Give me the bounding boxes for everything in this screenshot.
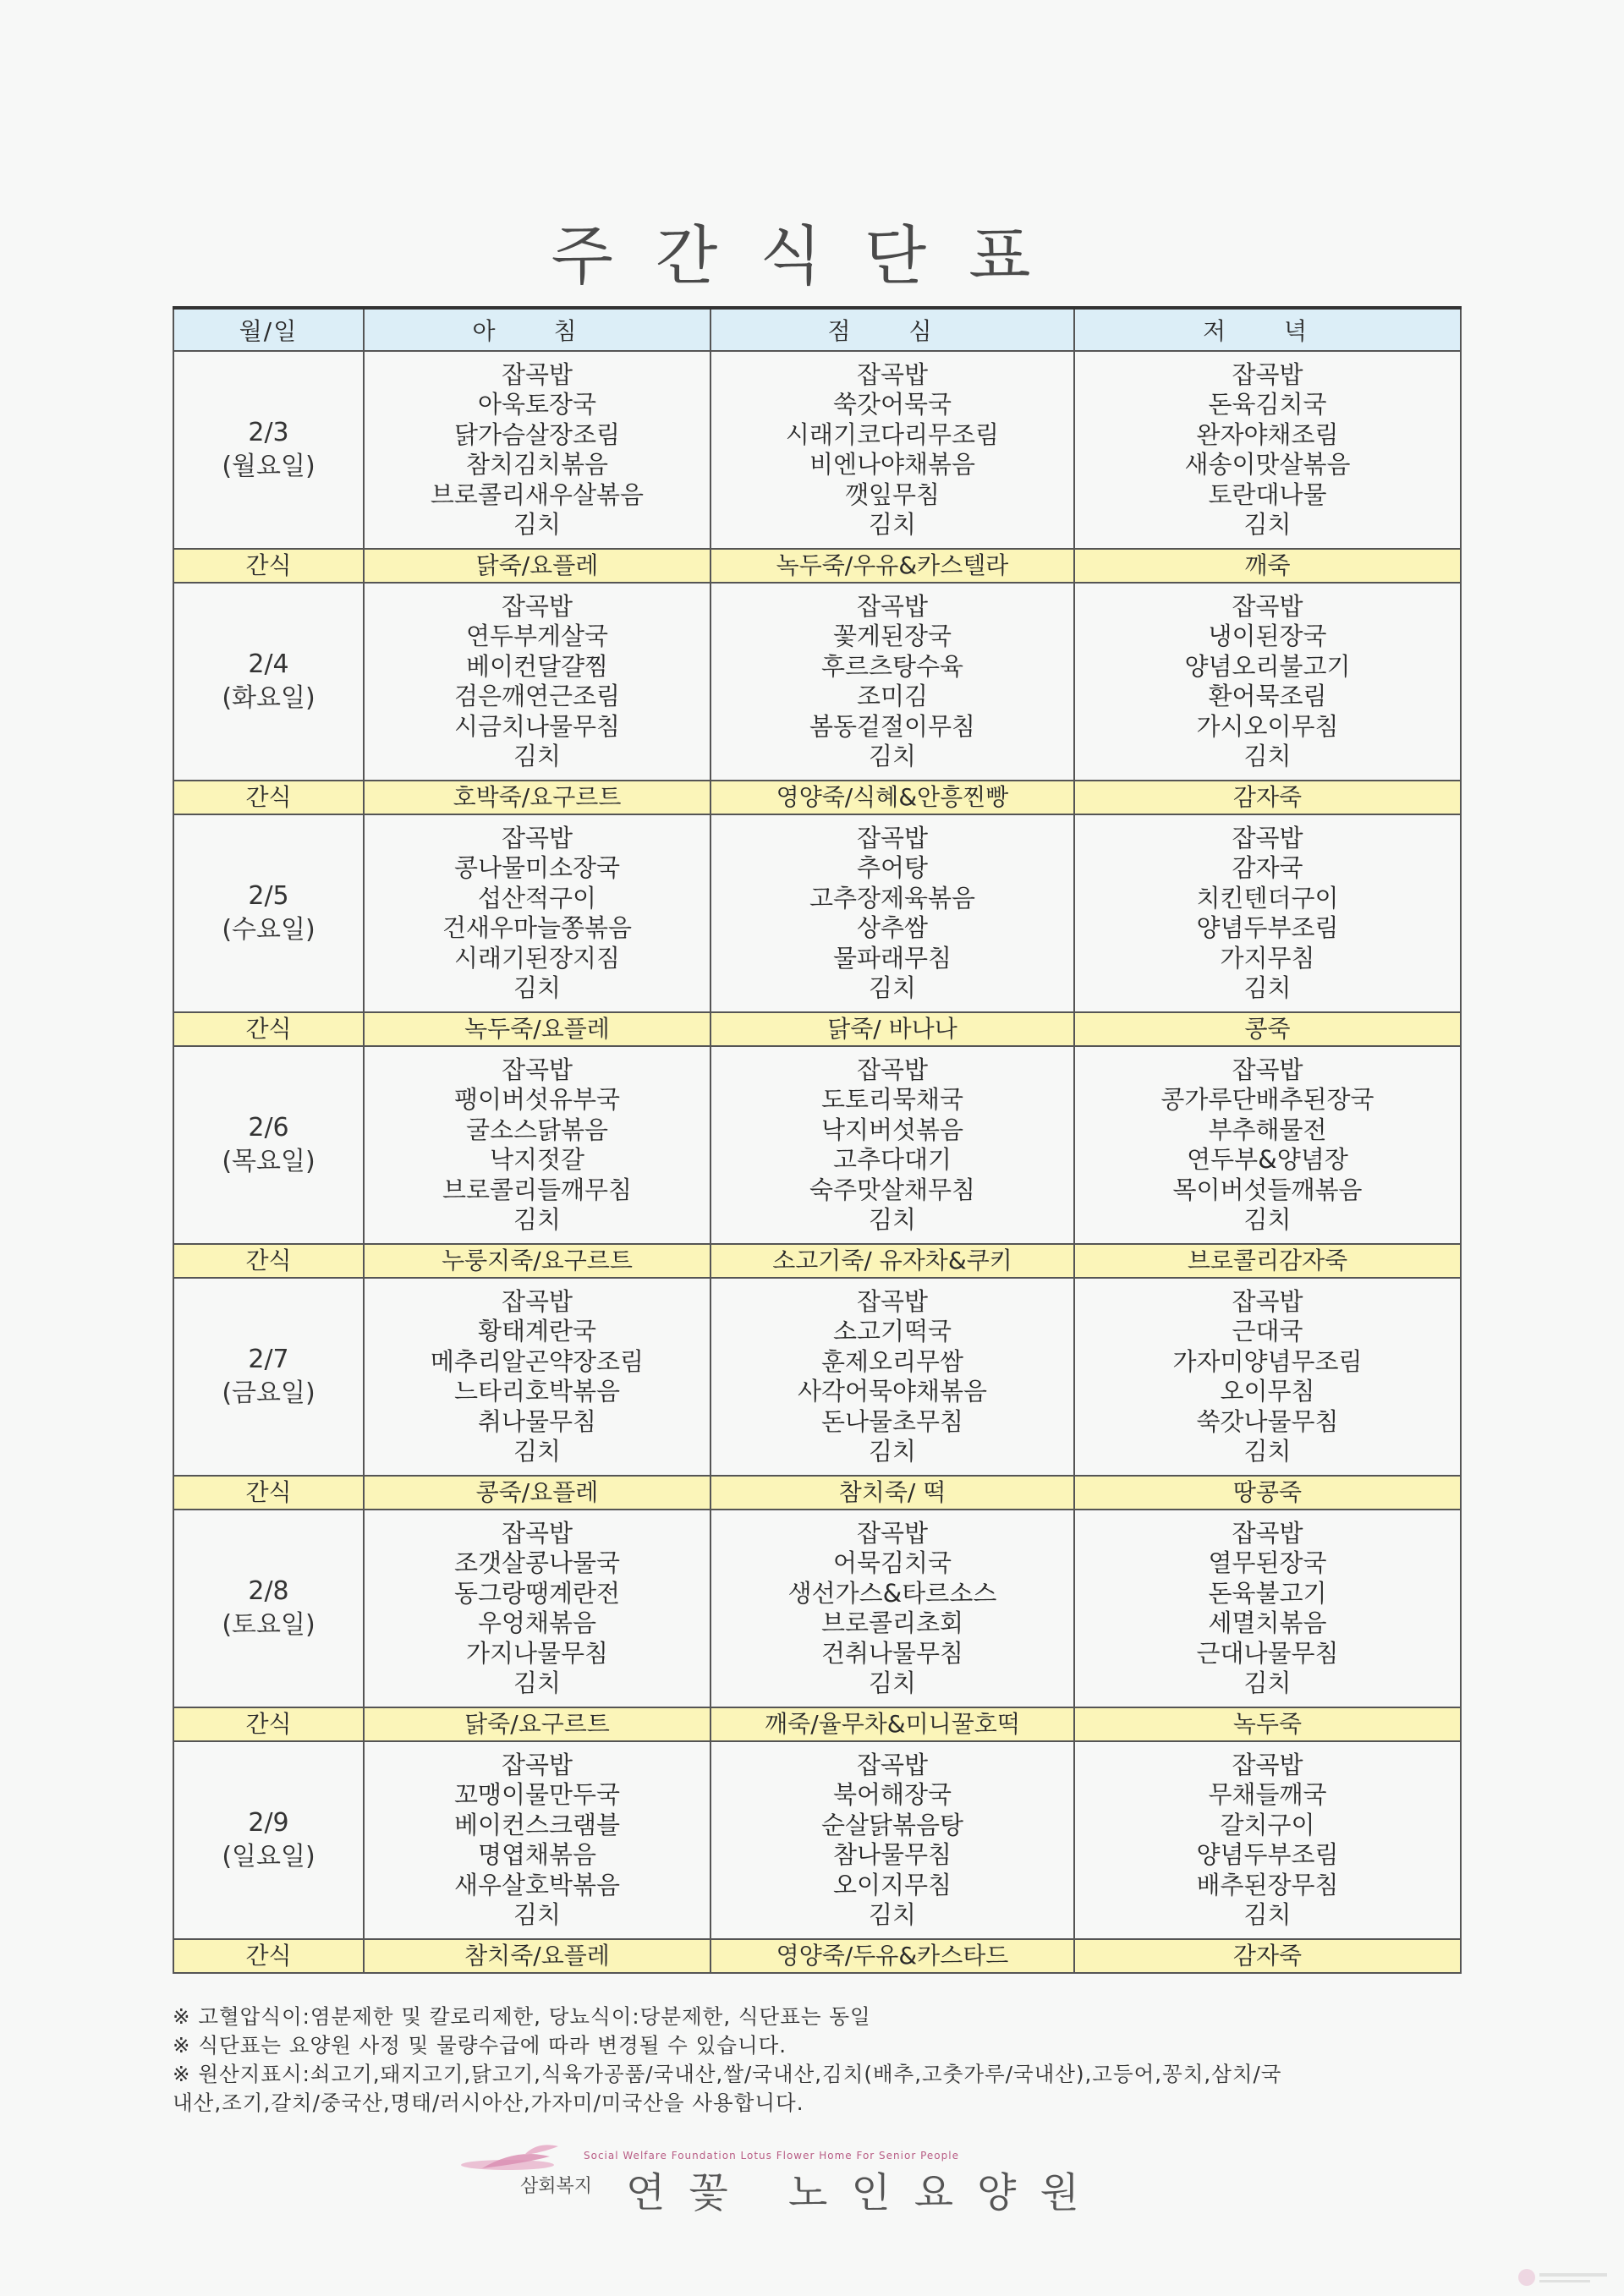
header-row bbox=[173, 308, 1461, 351]
weekday-label: (화요일) bbox=[222, 683, 315, 713]
dish-item: 치킨텐더구이 bbox=[1196, 883, 1339, 912]
dish-item: 우엉채볶음 bbox=[477, 1608, 597, 1637]
snack-item: 참치죽/요플레 bbox=[364, 1939, 710, 1973]
dish-item: 순살닭볶음탕 bbox=[820, 1810, 964, 1839]
date-label: 2/5 bbox=[248, 881, 289, 911]
dish-item: 김치 bbox=[513, 973, 562, 1002]
snack-item: 녹두죽/우유&카스텔라 bbox=[710, 549, 1074, 583]
dish-item: 양념두부조림 bbox=[1196, 913, 1339, 942]
day-row bbox=[173, 351, 1461, 549]
dinner-cell bbox=[1074, 814, 1461, 1012]
dish-item: 물파래무침 bbox=[832, 943, 952, 973]
lunch-cell bbox=[710, 1741, 1074, 1939]
dish-item: 잡곡밥 bbox=[501, 1750, 573, 1779]
dish-item: 김치 bbox=[868, 1900, 917, 1929]
dish-item: 김치 bbox=[868, 1437, 917, 1466]
dish-item: 낙지젓갈 bbox=[489, 1145, 585, 1174]
dish-item: 김치 bbox=[513, 1437, 562, 1466]
weekday-label: (목요일) bbox=[222, 1147, 315, 1176]
dish-item: 동그랑땡계란전 bbox=[453, 1578, 621, 1608]
dish-item: 돈육김치국 bbox=[1208, 390, 1327, 419]
dish-item: 가자미양념무조림 bbox=[1172, 1346, 1363, 1376]
dish-item: 시래기된장지짐 bbox=[453, 943, 621, 973]
logo-name: 연꽃 노인요양원 bbox=[626, 2169, 1103, 2217]
dish-item: 브로콜리새우살볶음 bbox=[430, 479, 645, 509]
snack-item: 영양죽/식혜&안흥찐빵 bbox=[710, 781, 1074, 814]
note-line: 내산,조기,갈치/중국산,명태/러시아산,가자미/미국산을 사용합니다. bbox=[173, 2091, 804, 2115]
day-row bbox=[173, 583, 1461, 781]
dish-item: 검은깨연근조림 bbox=[453, 682, 621, 710]
dish-item: 조갯살콩나물국 bbox=[453, 1548, 621, 1577]
dish-item: 김치 bbox=[868, 973, 917, 1002]
dish-item: 콩가루단배추된장국 bbox=[1160, 1085, 1374, 1114]
snack-item: 브로콜리감자죽 bbox=[1074, 1244, 1461, 1278]
dish-item: 상추쌈 bbox=[856, 913, 929, 942]
dish-item: 양념두부조림 bbox=[1196, 1840, 1339, 1869]
dish-item: 세멸치볶음 bbox=[1208, 1608, 1327, 1637]
dish-item: 잡곡밥 bbox=[1232, 1750, 1303, 1779]
dish-item: 봄동겉절이무침 bbox=[809, 711, 976, 741]
header-dinner: 저 녁 bbox=[1074, 308, 1461, 351]
weekly-menu-table bbox=[173, 306, 1462, 1974]
snack-label: 간식 bbox=[173, 1012, 364, 1046]
dish-item: 시래기코다리무조림 bbox=[785, 419, 1000, 449]
dish-item: 잡곡밥 bbox=[501, 1286, 573, 1316]
dish-item: 김치 bbox=[1243, 1900, 1292, 1929]
date-label: 2/6 bbox=[248, 1113, 289, 1143]
dish-item: 감자국 bbox=[1232, 853, 1303, 882]
weekday-label: (금요일) bbox=[222, 1378, 315, 1408]
day-date-cell bbox=[173, 1278, 364, 1476]
dish-item: 굴소스닭볶음 bbox=[465, 1115, 609, 1144]
note-line: ※ 고혈압식이:염분제한 및 칼로리제한, 당뇨식이:당분제한, 식단표는 동일 bbox=[173, 2004, 871, 2029]
dish-item: 베이컨달걀찜 bbox=[465, 651, 609, 681]
snack-item: 콩죽/요플레 bbox=[364, 1476, 710, 1510]
dish-item: 열무된장국 bbox=[1208, 1548, 1327, 1577]
dinner-cell bbox=[1074, 1741, 1461, 1939]
snack-row bbox=[173, 781, 1461, 814]
dish-item: 부추해물전 bbox=[1208, 1115, 1327, 1144]
day-row bbox=[173, 1510, 1461, 1707]
weekday-label: (토요일) bbox=[222, 1610, 315, 1640]
day-date-cell bbox=[173, 1510, 364, 1707]
header-date: 월/일 bbox=[173, 308, 364, 351]
breakfast-cell bbox=[364, 814, 710, 1012]
dish-item: 시금치나물무침 bbox=[453, 711, 621, 741]
lunch-cell bbox=[710, 1046, 1074, 1244]
dish-item: 김치 bbox=[1243, 1205, 1292, 1234]
dish-item: 쑥갓어묵국 bbox=[832, 390, 952, 419]
date-label: 2/7 bbox=[248, 1345, 289, 1374]
dish-item: 참치김치볶음 bbox=[465, 450, 609, 479]
dish-item: 잡곡밥 bbox=[1232, 823, 1303, 852]
dish-item: 냉이된장국 bbox=[1208, 622, 1327, 650]
weekday-label: (수요일) bbox=[222, 915, 315, 945]
snack-item: 콩죽 bbox=[1074, 1012, 1461, 1046]
breakfast-cell bbox=[364, 1046, 710, 1244]
dish-item: 후르츠탕수육 bbox=[820, 651, 964, 681]
snack-label: 간식 bbox=[173, 781, 364, 814]
snack-label: 간식 bbox=[173, 1939, 364, 1973]
dish-item: 느타리호박볶음 bbox=[453, 1377, 621, 1406]
snack-row bbox=[173, 1707, 1461, 1741]
dish-item: 메추리알곤약장조림 bbox=[430, 1346, 645, 1376]
header-breakfast: 아 침 bbox=[364, 308, 710, 351]
dish-item: 소고기떡국 bbox=[832, 1317, 952, 1345]
dish-item: 참나물무침 bbox=[832, 1840, 952, 1869]
snack-label: 간식 bbox=[173, 1476, 364, 1510]
day-date-cell bbox=[173, 1741, 364, 1939]
logo-subtitle: Social Welfare Foundation Lotus Flower Home For Senior People bbox=[584, 2150, 959, 2162]
lunch-cell bbox=[710, 351, 1074, 549]
snack-item: 감자죽 bbox=[1074, 781, 1461, 814]
breakfast-cell bbox=[364, 583, 710, 781]
dish-item: 목이버섯들깨볶음 bbox=[1172, 1175, 1363, 1204]
dish-item: 팽이버섯유부국 bbox=[453, 1085, 621, 1114]
snack-item: 녹두죽 bbox=[1074, 1707, 1461, 1741]
day-row bbox=[173, 1046, 1461, 1244]
snack-item: 땅콩죽 bbox=[1074, 1476, 1461, 1510]
dish-item: 브로콜리초회 bbox=[820, 1608, 964, 1637]
dish-item: 명엽채볶음 bbox=[477, 1840, 597, 1869]
dish-item: 완자야채조림 bbox=[1196, 419, 1339, 449]
dish-item: 오이지무침 bbox=[832, 1870, 952, 1899]
date-label: 2/3 bbox=[248, 418, 289, 447]
snack-item: 호박죽/요구르트 bbox=[364, 781, 710, 814]
snack-row bbox=[173, 1939, 1461, 1973]
snack-item: 깨죽/율무차&미니꿀호떡 bbox=[710, 1707, 1074, 1741]
snack-item: 참치죽/ 떡 bbox=[710, 1476, 1074, 1510]
dish-item: 갈치구이 bbox=[1220, 1810, 1315, 1839]
dish-item: 김치 bbox=[868, 510, 917, 539]
logo-prefix: 삼회복지 bbox=[520, 2176, 593, 2197]
dish-item: 새우살호박볶음 bbox=[453, 1870, 621, 1899]
day-date-cell bbox=[173, 583, 364, 781]
dish-item: 조미김 bbox=[856, 682, 929, 710]
dish-item: 어묵김치국 bbox=[832, 1548, 952, 1577]
note-line: ※ 식단표는 요양원 사정 및 물량수급에 따라 변경될 수 있습니다. bbox=[173, 2033, 787, 2058]
snack-item: 깨죽 bbox=[1074, 549, 1461, 583]
dish-item: 가시오이무침 bbox=[1196, 711, 1339, 741]
dish-item: 잡곡밥 bbox=[1232, 1055, 1303, 1084]
day-row bbox=[173, 1741, 1461, 1939]
dish-item: 콩나물미소장국 bbox=[453, 853, 621, 882]
day-row bbox=[173, 1278, 1461, 1476]
dish-item: 잡곡밥 bbox=[1232, 1286, 1303, 1316]
snack-label: 간식 bbox=[173, 549, 364, 583]
snack-item: 영양죽/두유&카스타드 bbox=[710, 1939, 1074, 1973]
snack-item: 닭죽/요플레 bbox=[364, 549, 710, 583]
snack-label: 간식 bbox=[173, 1244, 364, 1278]
dish-item: 베이컨스크램블 bbox=[453, 1810, 621, 1839]
dish-item: 잡곡밥 bbox=[856, 1286, 929, 1316]
dish-item: 잡곡밥 bbox=[856, 823, 929, 852]
day-date-cell bbox=[173, 814, 364, 1012]
dish-item: 잡곡밥 bbox=[1232, 359, 1303, 389]
breakfast-cell bbox=[364, 1278, 710, 1476]
dish-item: 섭산적구이 bbox=[477, 883, 597, 912]
dish-item: 김치 bbox=[1243, 510, 1292, 539]
dish-item: 잡곡밥 bbox=[501, 359, 573, 389]
dish-item: 고추다대기 bbox=[832, 1145, 952, 1174]
dish-item: 깻잎무침 bbox=[844, 479, 941, 509]
snack-item: 누룽지죽/요구르트 bbox=[364, 1244, 710, 1278]
dish-item: 잡곡밥 bbox=[501, 1518, 573, 1548]
dish-item: 토란대나물 bbox=[1208, 479, 1327, 509]
lunch-cell bbox=[710, 814, 1074, 1012]
date-label: 2/8 bbox=[248, 1576, 289, 1606]
weekday-label: (일요일) bbox=[222, 1842, 315, 1871]
dish-item: 김치 bbox=[513, 1205, 562, 1234]
dish-item: 건취나물무침 bbox=[820, 1638, 964, 1668]
dish-item: 브로콜리들깨무침 bbox=[442, 1175, 633, 1204]
dish-item: 생선가스&타르소스 bbox=[787, 1578, 997, 1608]
dish-item: 연두부게살국 bbox=[465, 622, 609, 650]
snack-row bbox=[173, 549, 1461, 583]
dish-item: 잡곡밥 bbox=[501, 591, 573, 621]
dish-item: 숙주맛살채무침 bbox=[809, 1175, 976, 1204]
dish-item: 김치 bbox=[513, 510, 562, 539]
dish-item: 잡곡밥 bbox=[501, 823, 573, 852]
dish-item: 김치 bbox=[868, 742, 917, 770]
snack-item: 닭죽/요구르트 bbox=[364, 1707, 710, 1741]
dish-item: 비엔나야채볶음 bbox=[809, 450, 976, 479]
dish-item: 김치 bbox=[513, 1900, 562, 1929]
dish-item: 김치 bbox=[1243, 1437, 1292, 1466]
weekday-label: (월요일) bbox=[222, 452, 315, 481]
snack-row bbox=[173, 1244, 1461, 1278]
header-lunch: 점 심 bbox=[710, 308, 1074, 351]
dish-item: 훈제오리무쌈 bbox=[820, 1346, 964, 1376]
snack-item: 감자죽 bbox=[1074, 1939, 1461, 1973]
dinner-cell bbox=[1074, 351, 1461, 549]
dish-item: 가지나물무침 bbox=[465, 1638, 609, 1668]
dish-item: 꽃게된장국 bbox=[832, 622, 952, 650]
dish-item: 고추장제육볶음 bbox=[809, 883, 976, 912]
dish-item: 연두부&양념장 bbox=[1187, 1145, 1348, 1174]
snack-label: 간식 bbox=[173, 1707, 364, 1741]
dish-item: 무채들깨국 bbox=[1208, 1780, 1327, 1809]
dish-item: 도토리묵채국 bbox=[820, 1085, 964, 1114]
dish-item: 낙지버섯볶음 bbox=[820, 1115, 964, 1144]
dish-item: 닭가슴살장조림 bbox=[453, 419, 621, 449]
dish-item: 잡곡밥 bbox=[501, 1055, 573, 1084]
day-date-cell bbox=[173, 1046, 364, 1244]
dinner-cell bbox=[1074, 583, 1461, 781]
snack-row bbox=[173, 1476, 1461, 1510]
dish-item: 김치 bbox=[1243, 1669, 1292, 1697]
dish-item: 건새우마늘쫑볶음 bbox=[442, 913, 633, 942]
dish-item: 꼬맹이물만두국 bbox=[453, 1780, 621, 1809]
dish-item: 잡곡밥 bbox=[1232, 1518, 1303, 1548]
dish-item: 취나물무침 bbox=[477, 1406, 597, 1436]
dish-item: 잡곡밥 bbox=[856, 591, 929, 621]
dish-item: 쑥갓나물무침 bbox=[1196, 1406, 1339, 1436]
dish-item: 오이무침 bbox=[1220, 1377, 1315, 1406]
breakfast-cell bbox=[364, 1741, 710, 1939]
dinner-cell bbox=[1074, 1278, 1461, 1476]
snack-item: 닭죽/ 바나나 bbox=[710, 1012, 1074, 1046]
dish-item: 김치 bbox=[868, 1669, 917, 1697]
dish-item: 양념오리불고기 bbox=[1184, 651, 1351, 681]
dish-item: 황태계란국 bbox=[477, 1317, 597, 1345]
dish-item: 돈나물초무침 bbox=[820, 1406, 964, 1436]
dish-item: 잡곡밥 bbox=[856, 1750, 929, 1779]
dish-item: 북어해장국 bbox=[832, 1780, 952, 1809]
dish-item: 추어탕 bbox=[856, 853, 929, 882]
dish-item: 잡곡밥 bbox=[856, 359, 929, 389]
snack-item: 소고기죽/ 유자차&쿠키 bbox=[710, 1244, 1074, 1278]
page-title: 주간식단표 bbox=[551, 218, 1073, 293]
breakfast-cell bbox=[364, 351, 710, 549]
dish-item: 김치 bbox=[513, 1669, 562, 1697]
date-label: 2/9 bbox=[248, 1808, 289, 1838]
breakfast-cell bbox=[364, 1510, 710, 1707]
dish-item: 김치 bbox=[1243, 973, 1292, 1002]
day-date-cell bbox=[173, 351, 364, 549]
dinner-cell bbox=[1074, 1510, 1461, 1707]
dish-item: 잡곡밥 bbox=[856, 1055, 929, 1084]
dish-item: 김치 bbox=[513, 742, 562, 770]
dish-item: 환어묵조림 bbox=[1208, 682, 1327, 710]
dish-item: 사각어묵야채볶음 bbox=[797, 1377, 988, 1406]
dish-item: 김치 bbox=[1243, 742, 1292, 770]
dish-item: 김치 bbox=[868, 1205, 917, 1234]
dish-item: 근대국 bbox=[1232, 1317, 1303, 1345]
dish-item: 근대나물무침 bbox=[1196, 1638, 1339, 1668]
watermark-icon bbox=[1514, 2265, 1616, 2290]
dish-item: 가지무침 bbox=[1220, 943, 1315, 973]
snack-item: 녹두죽/요플레 bbox=[364, 1012, 710, 1046]
dish-item: 잡곡밥 bbox=[856, 1518, 929, 1548]
lunch-cell bbox=[710, 1278, 1074, 1476]
dish-item: 아욱토장국 bbox=[477, 390, 597, 419]
note-line: ※ 원산지표시:쇠고기,돼지고기,닭고기,식육가공품/국내산,쌀/국내산,김치(배추,고춧가루/국내산),고등어,꽁치,삼치/국 bbox=[173, 2062, 1282, 2086]
notes bbox=[173, 2003, 1467, 2118]
dish-item: 새송이맛살볶음 bbox=[1184, 450, 1351, 479]
date-label: 2/4 bbox=[248, 649, 289, 679]
snack-row bbox=[173, 1012, 1461, 1046]
dish-item: 배추된장무침 bbox=[1196, 1870, 1339, 1899]
lunch-cell bbox=[710, 583, 1074, 781]
dish-item: 잡곡밥 bbox=[1232, 591, 1303, 621]
day-row bbox=[173, 814, 1461, 1012]
lunch-cell bbox=[710, 1510, 1074, 1707]
dinner-cell bbox=[1074, 1046, 1461, 1244]
dish-item: 돈육불고기 bbox=[1208, 1578, 1327, 1608]
